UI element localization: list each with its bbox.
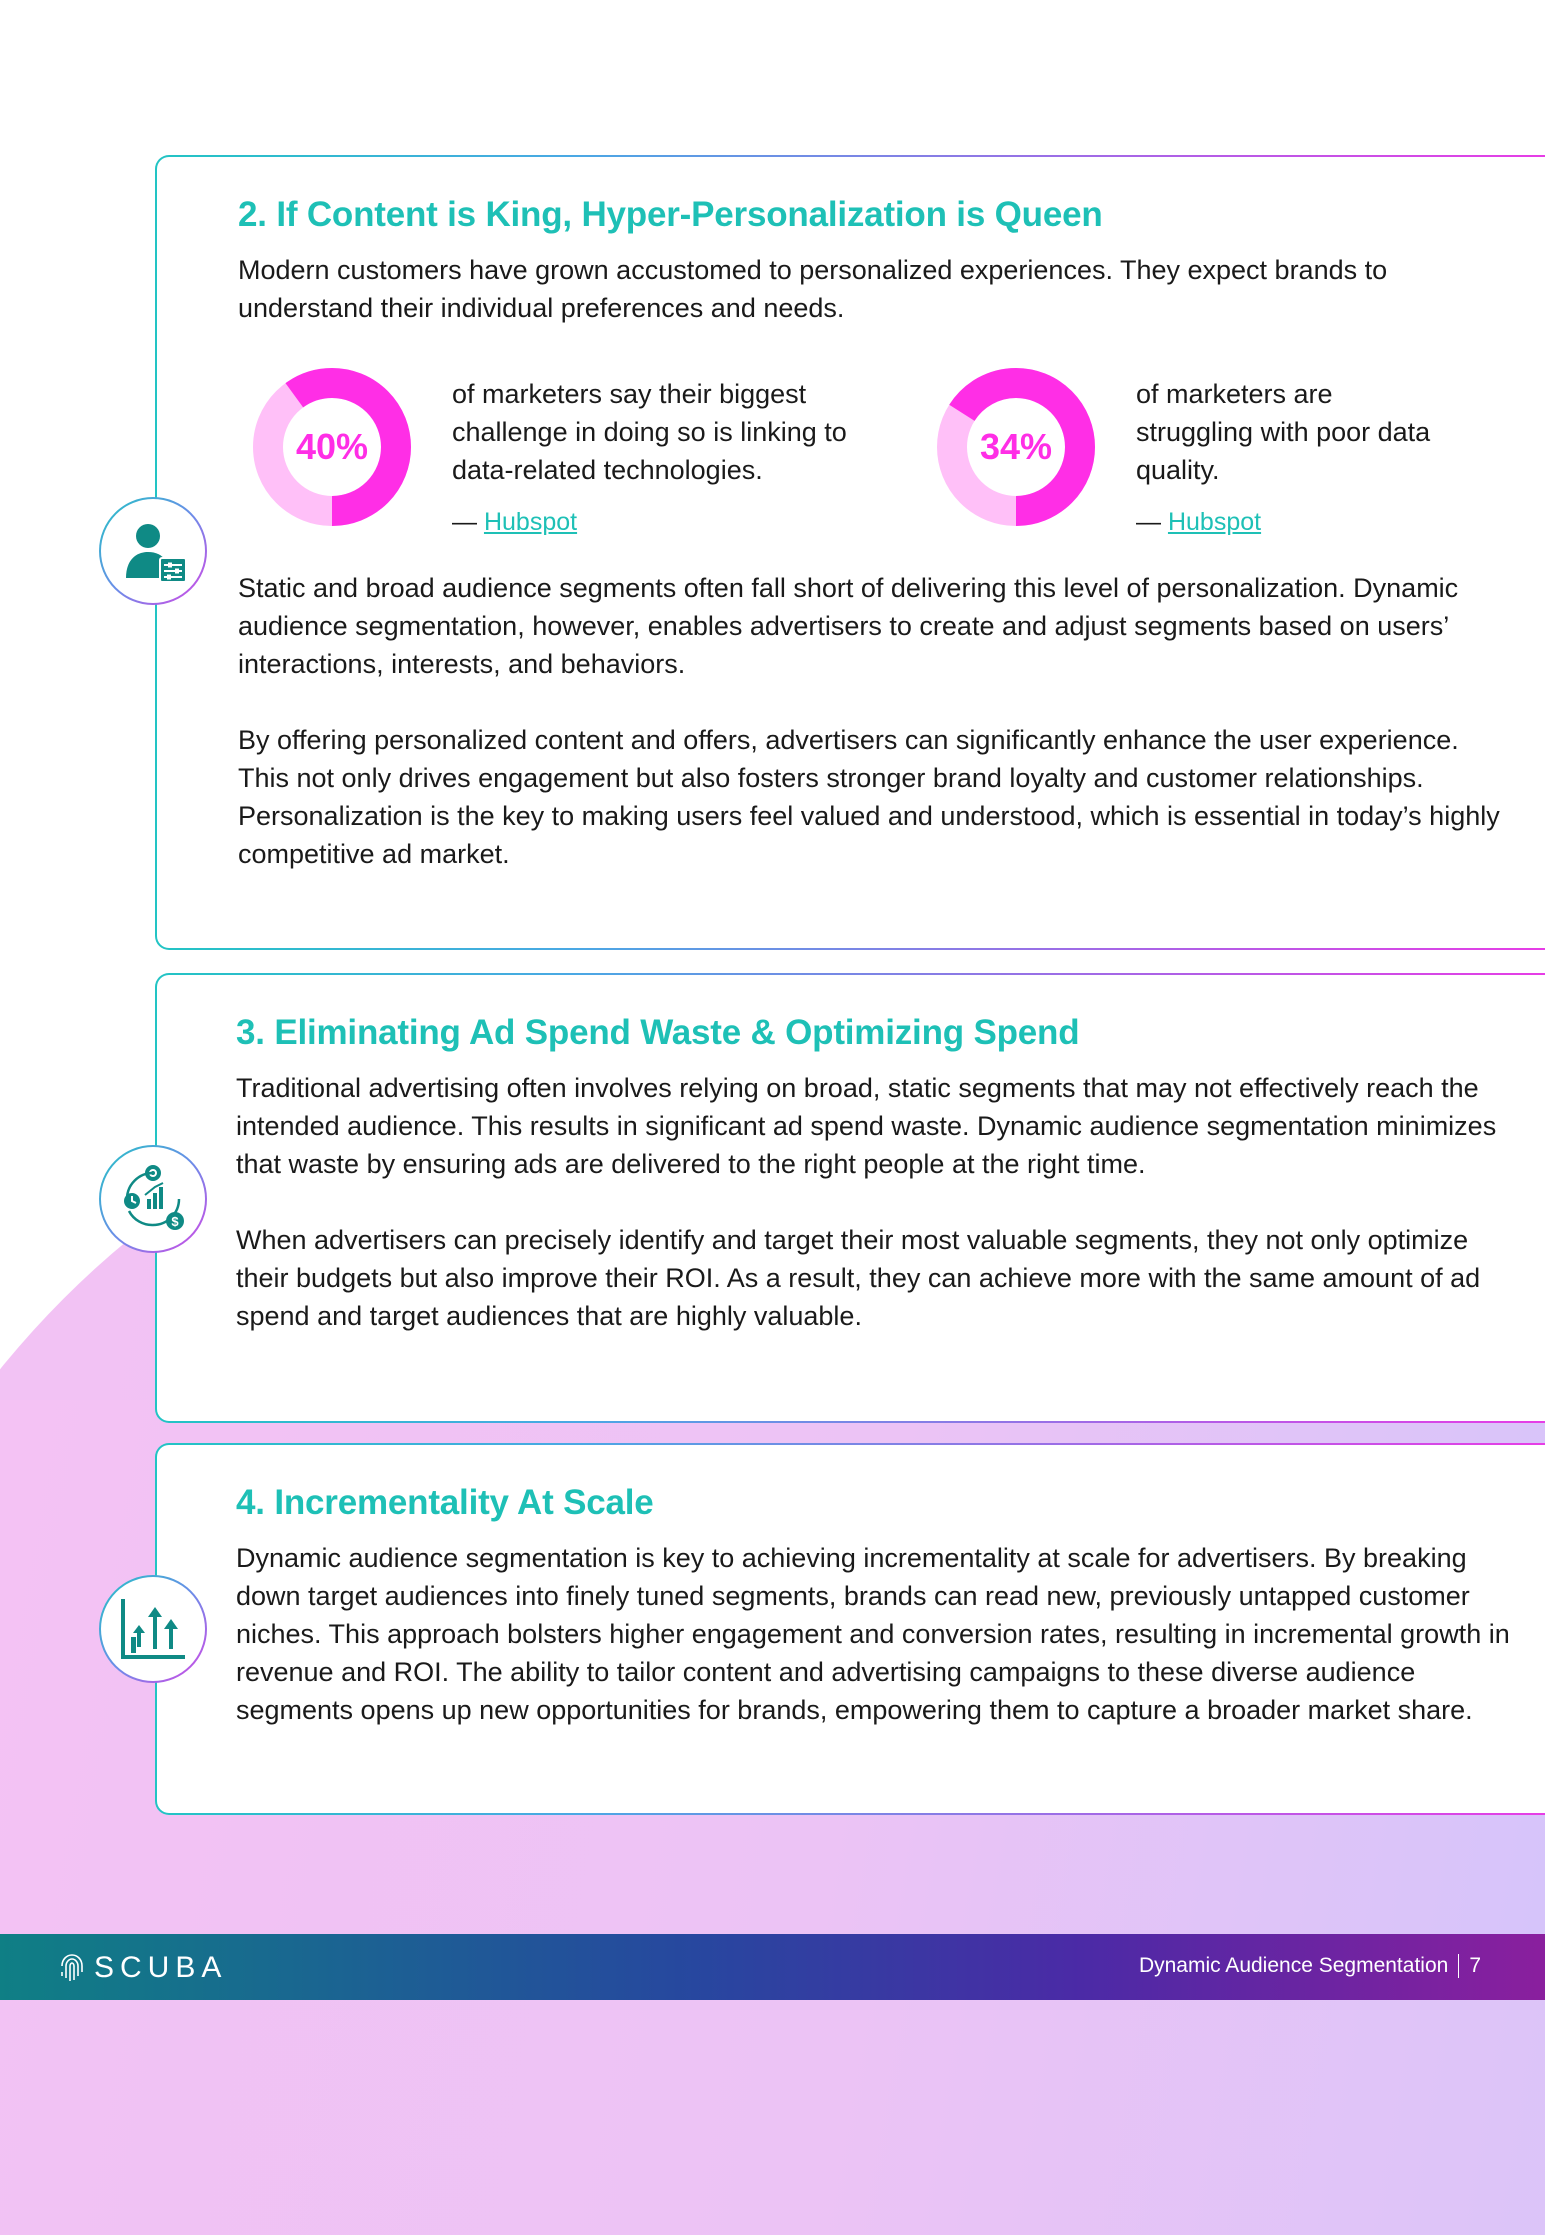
fingerprint-icon [58, 1952, 86, 1984]
stat-source [452, 503, 892, 541]
growth-chart-icon [115, 1591, 191, 1667]
footer-divider [1458, 1954, 1459, 1978]
stat-text: of marketers are struggling with poor data quality. [1136, 379, 1431, 485]
stats-row [238, 367, 1515, 577]
section-title: 4. Incrementality At Scale [236, 1483, 654, 1522]
svg-text:$: $ [171, 1214, 179, 1229]
section-badge [99, 497, 207, 605]
brand-logo [58, 1951, 227, 1985]
section-badge [99, 1145, 207, 1253]
document-title: Dynamic Audience Segmentation [1138, 1954, 1449, 1977]
stat-text: of marketers say their biggest challenge in doing so is linking to data-related technologies. [452, 379, 847, 485]
donut-value: 40% [295, 426, 369, 467]
footer-meta [1139, 1954, 1481, 1978]
source-dash: — [1136, 508, 1161, 536]
section-paragraph: Traditional advertising often involves relying on broad, static segments that may not effectively reach the intended audience. This results in significant ad spend waste. Dynamic audience segmentation minimizes that waste by ensuring ads are delivered to the right people at the right time. [236, 1073, 1497, 1179]
budget-optimization-icon [113, 1159, 193, 1239]
stat-description [1136, 375, 1436, 541]
section-title: 2. If Content is King, Hyper-Personalization is Queen [238, 195, 1103, 234]
brand-name: SCUBA [94, 1951, 228, 1984]
source-link[interactable]: Hubspot [483, 508, 578, 536]
stat-description [452, 375, 892, 541]
section-intro: Modern customers have grown accustomed to personalized experiences. They expect brands to understand their individual preferences and needs. [238, 255, 1388, 323]
section-paragraph: By offering personalized content and offers, advertisers can significantly enhance the user experience. This not only drives engagement but also fosters stronger brand loyalty and customer relationships. Personalization is the key to making users feel valued and understood, which is essential in today’s highly competitive ad market. [238, 725, 1500, 869]
source-dash: — [452, 508, 477, 536]
section-paragraph: Static and broad audience segments often fall short of delivering this level of personalization. Dynamic audience segmentation, however, enables advertisers to create and adjust segments based on users’ interactions, interests, and behaviors. [238, 573, 1459, 679]
user-settings-icon [118, 516, 188, 586]
donut-chart [936, 367, 1096, 527]
page-footer [0, 1934, 1545, 2000]
donut-value: 34% [979, 426, 1053, 467]
donut-chart [252, 367, 412, 527]
section-title: 3. Eliminating Ad Spend Waste & Optimizing Spend [236, 1013, 1080, 1052]
section-badge [99, 1575, 207, 1683]
section-card-personalization [155, 155, 1545, 950]
section-card-incrementality [155, 1443, 1545, 1815]
stat-source [1136, 503, 1436, 541]
section-paragraph: When advertisers can precisely identify and target their most valuable segments, they not only optimize their budgets but also improve their ROI. As a result, they can achieve more with the same amount of ad spend and target audiences that are highly valuable. [236, 1225, 1481, 1331]
source-link[interactable]: Hubspot [1167, 508, 1262, 536]
section-card-ad-spend [155, 973, 1545, 1423]
page-number: 7 [1469, 1954, 1481, 1977]
section-paragraph: Dynamic audience segmentation is key to achieving incrementality at scale for advertisers. By breaking down target audiences into finely tuned segments, brands can read new, previously untapped customer niches. This approach bolsters higher engagement and conversion rates, resulting in incremental growth in revenue and ROI. The ability to tailor content and advertising campaigns to these diverse audience segments opens up new opportunities for brands, empowering them to capture a broader market share. [236, 1543, 1510, 1725]
